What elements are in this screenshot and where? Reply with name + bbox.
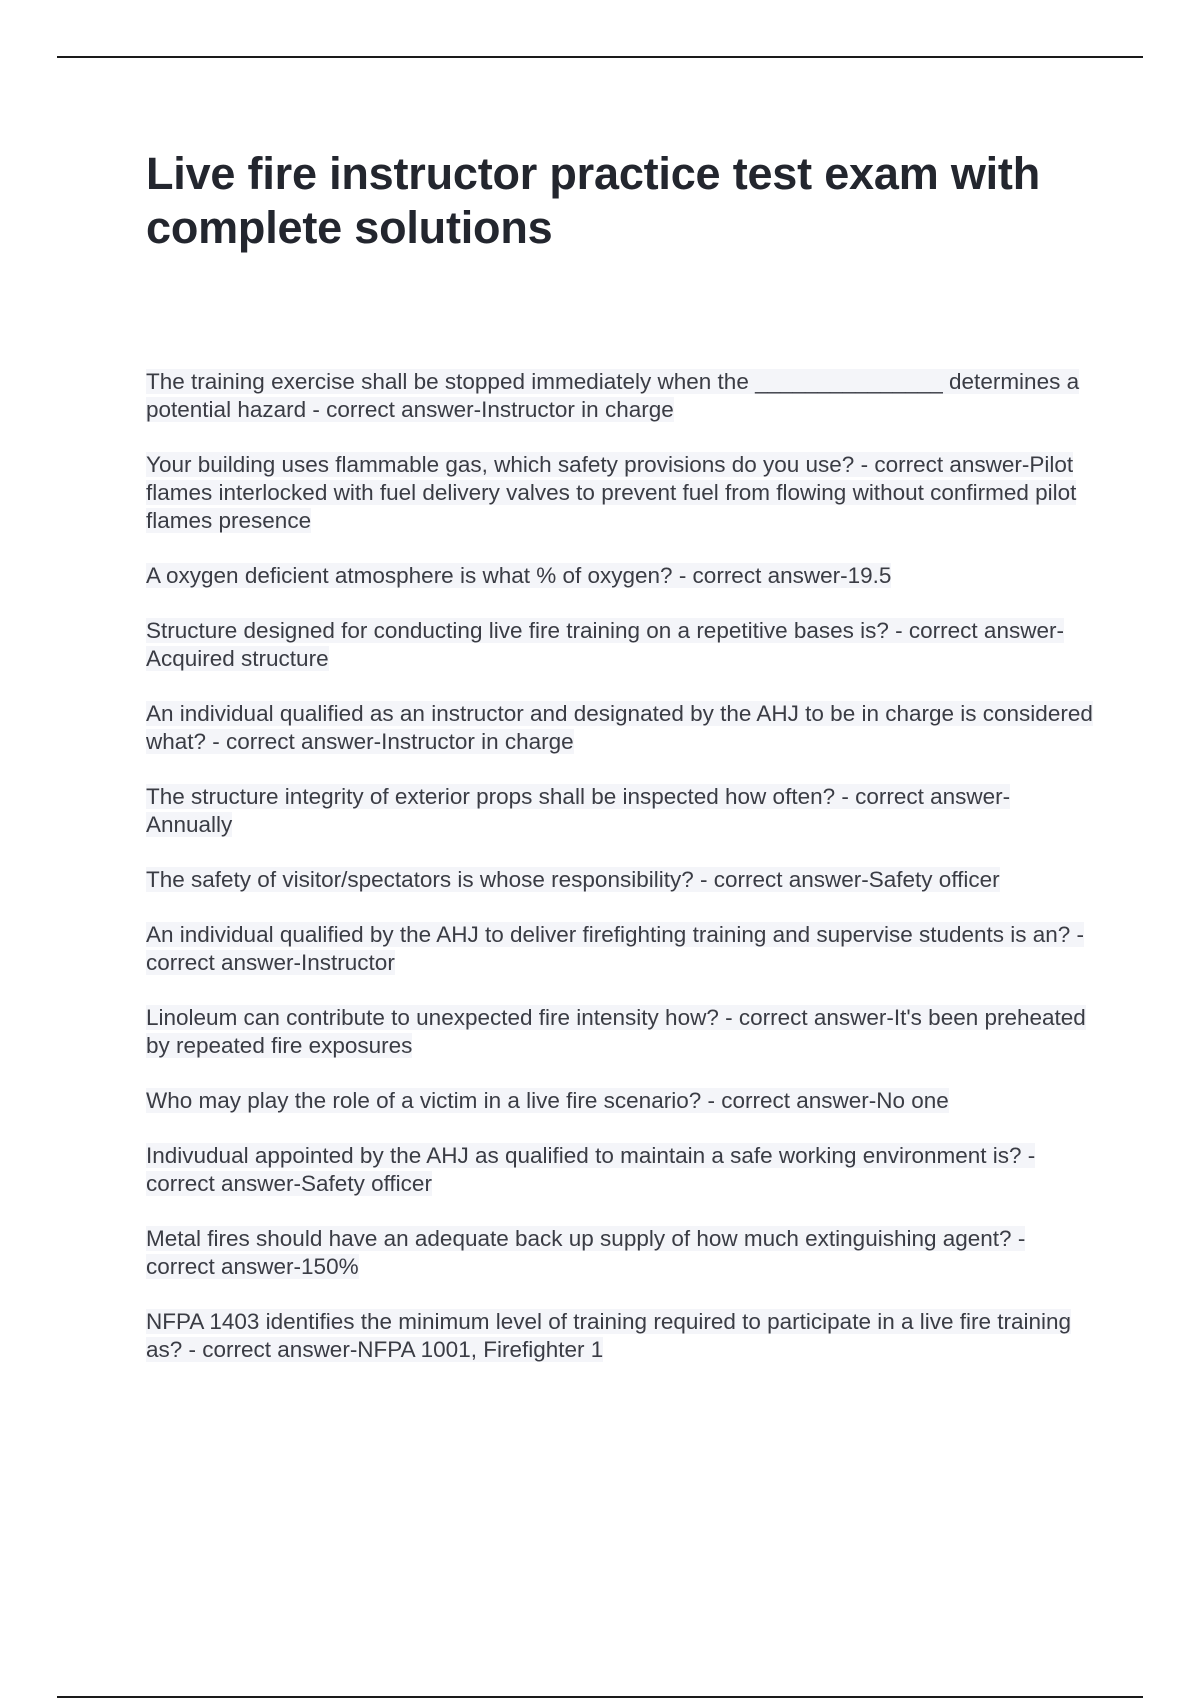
document-title: Live fire instructor practice test exam with complete solutions (146, 148, 1040, 253)
qa-item: The training exercise shall be stopped immediately when the _______________ determines a potential hazard - correct answer-Instructor in charge (146, 369, 1080, 422)
qa-item: NFPA 1403 identifies the minimum level of training required to participate in a live fire training as? - correct answer-NFPA 1001, Firefighter 1 (146, 1309, 1072, 1362)
qa-item: Structure designed for conducting live fire training on a repetitive bases is? - correct answer-Acquired structure (146, 618, 1064, 671)
qa-item: The safety of visitor/spectators is whose responsibility? - correct answer-Safety officer (146, 867, 1000, 892)
qa-item: The structure integrity of exterior props shall be inspected how often? - correct answer-Annually (146, 784, 1011, 837)
question-answer-list (146, 368, 1096, 1391)
qa-item: Indivudual appointed by the AHJ as qualified to maintain a safe working environment is? - correct answer-Safety officer (146, 1143, 1036, 1196)
qa-item: Your building uses flammable gas, which safety provisions do you use? - correct answer-Pilot flames interlocked with fuel delivery valves to prevent fuel from flowing without confirmed pilot flames presence (146, 452, 1077, 533)
qa-item: A oxygen deficient atmosphere is what % of oxygen? - correct answer-19.5 (146, 563, 892, 588)
qa-item: Metal fires should have an adequate back up supply of how much extinguishing agent? - correct answer-150% (146, 1226, 1026, 1279)
bottom-divider (57, 1696, 1143, 1698)
qa-item: An individual qualified as an instructor and designated by the AHJ to be in charge is considered what? - correct answer-Instructor in charge (146, 701, 1093, 754)
qa-item: An individual qualified by the AHJ to deliver firefighting training and supervise students is an? - correct answer-Instructor (146, 922, 1085, 975)
qa-item: Linoleum can contribute to unexpected fire intensity how? - correct answer-It's been preheated by repeated fire exposures (146, 1005, 1086, 1058)
qa-item: Who may play the role of a victim in a live fire scenario? - correct answer-No one (146, 1088, 949, 1113)
top-divider (57, 56, 1143, 58)
